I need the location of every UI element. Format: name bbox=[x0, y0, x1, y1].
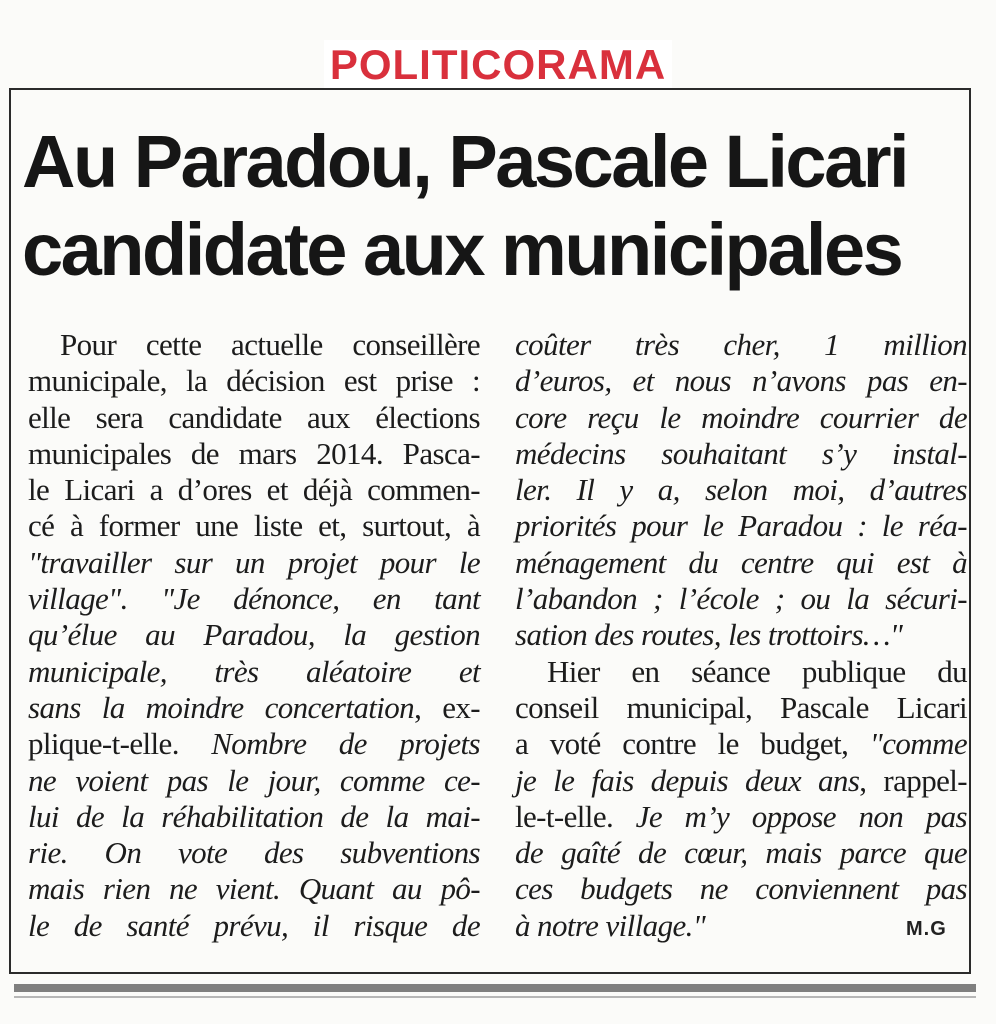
bottom-divider-thin bbox=[14, 996, 976, 998]
text-line: cé à former une liste et, surtout, à bbox=[28, 508, 480, 544]
headline-line-1: Au Paradou, Pascale Licari bbox=[22, 120, 908, 203]
text-line: municipales de mars 2014. Pasca- bbox=[28, 435, 480, 471]
bottom-divider bbox=[14, 984, 976, 992]
text-line: elle sera candidate aux élections bbox=[28, 399, 480, 435]
article-column-right bbox=[515, 327, 967, 944]
text-fragment: Nombre de projets bbox=[211, 726, 480, 762]
headline-line-2: candidate aux municipales bbox=[22, 208, 902, 291]
text-line: sation des routes, les trottoirs…" bbox=[515, 617, 903, 653]
text-fragment: plique-t-elle. bbox=[28, 726, 212, 762]
text-line: rie. On vote des subventions bbox=[28, 835, 480, 871]
text-line bbox=[515, 763, 967, 799]
article-column-left bbox=[28, 327, 480, 944]
text-line: priorités pour le Paradou : le réa- bbox=[515, 508, 967, 544]
text-fragment: village" bbox=[28, 581, 121, 617]
text-fragment: . "Je dénonce, en tant bbox=[120, 581, 480, 617]
text-fragment: , ex- bbox=[414, 689, 481, 725]
text-line: ler. Il y a, selon moi, d’autres bbox=[515, 472, 967, 508]
text-line: ces budgets ne conviennent pas bbox=[515, 871, 967, 907]
section-rubric bbox=[0, 40, 996, 90]
text-line: mais rien ne vient. Quant au pô- bbox=[28, 871, 480, 907]
text-fragment: , rappel- bbox=[859, 762, 967, 798]
text-line: conseil municipal, Pascale Licari bbox=[515, 689, 967, 725]
text-fragment: "comme bbox=[869, 726, 967, 762]
text-line: qu’élue au Paradou, la gestion bbox=[28, 617, 480, 653]
text-line: médecins souhaitant s’y instal- bbox=[515, 435, 967, 471]
rubric-label: POLITICORAMA bbox=[324, 40, 672, 90]
text-line: coûter très cher, 1 million bbox=[515, 327, 967, 362]
text-fragment: a voté contre le budget, bbox=[515, 726, 870, 762]
text-line: le Licari a d’ores et déjà commen- bbox=[28, 472, 480, 508]
text-line: Pour cette actuelle conseillère bbox=[60, 327, 480, 362]
text-fragment: le-t-elle. bbox=[515, 798, 636, 834]
article-headline bbox=[22, 118, 962, 294]
text-fragment: je le fais depuis deux ans bbox=[515, 762, 860, 798]
text-line: à notre village." bbox=[515, 907, 706, 943]
text-line bbox=[28, 690, 480, 726]
text-fragment: sans la moindre concertation bbox=[28, 689, 415, 725]
text-line: municipale, la décision est prise : bbox=[28, 363, 480, 399]
text-line: de gaîté de cœur, mais parce que bbox=[515, 835, 967, 871]
text-line: lui de la réhabilitation de la mai- bbox=[28, 798, 480, 834]
text-line: le de santé prévu, il risque de bbox=[28, 907, 480, 943]
text-line: core reçu le moindre courrier de bbox=[515, 399, 967, 435]
text-line: ménagement du centre qui est à bbox=[515, 544, 967, 580]
text-line bbox=[28, 581, 480, 617]
text-line: "travailler sur un projet pour le bbox=[28, 544, 480, 580]
text-line: d’euros, et nous n’avons pas en- bbox=[515, 363, 967, 399]
text-line bbox=[515, 799, 967, 835]
text-line: ne voient pas le jour, comme ce- bbox=[28, 762, 480, 798]
text-line: Hier en séance publique du bbox=[547, 653, 967, 689]
text-fragment: Je m’y oppose non pas bbox=[635, 798, 967, 834]
text-line: l’abandon ; l’école ; ou la sécuri- bbox=[515, 581, 967, 617]
author-signature: M.G bbox=[906, 918, 947, 940]
text-line: municipale, très aléatoire et bbox=[28, 653, 480, 689]
text-line bbox=[515, 726, 967, 762]
text-line bbox=[28, 726, 480, 762]
